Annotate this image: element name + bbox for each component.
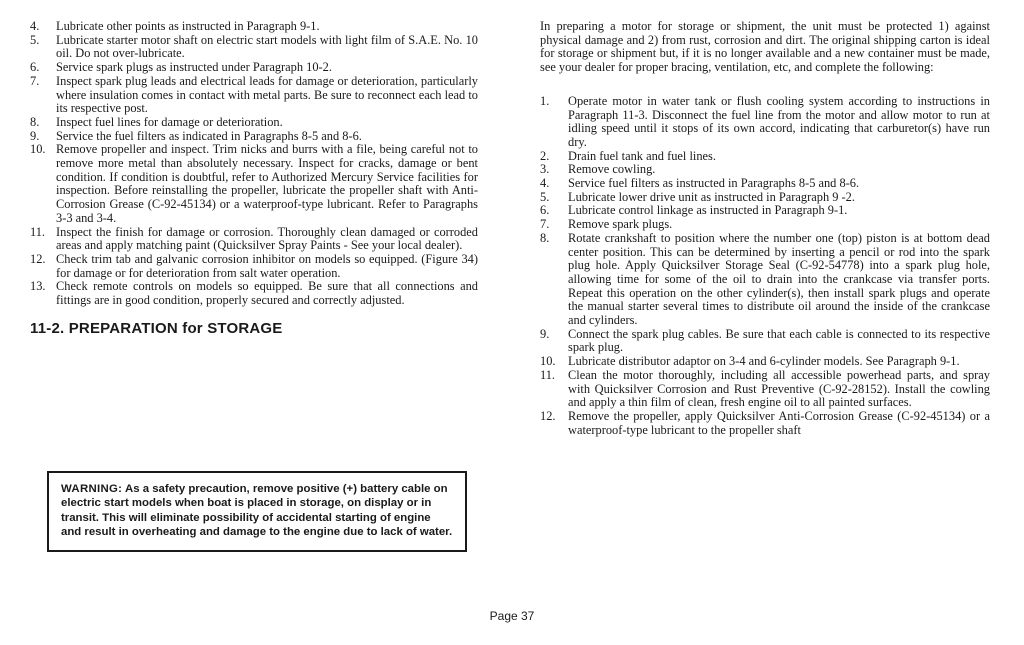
- list-item: [30, 143, 478, 225]
- list-item: [30, 34, 478, 61]
- list-item: [540, 150, 990, 164]
- list-item-text: Lubricate distributor adaptor on 3-4 and 6-cylinder models. See Paragraph 9-1.: [568, 354, 960, 369]
- page-number: Page 37: [489, 609, 535, 623]
- list-item-text: Remove propeller and inspect. Trim nicks and burrs with a file, being careful not to remove more metal than absolutely necessary. Inspect for cracks, damage or bent condition. If condition is doubtful, refer to Authorized Mercury Service facilities for inspection. Before reinstalling the propeller, lubricate the propeller shaft with Anti-Corrosion Grease (C-92-45134) or a waterproof-type lubricant. Refer to Paragraphs 3-3 and 3-4.: [56, 142, 478, 225]
- list-item: [30, 226, 478, 253]
- left-column: [30, 20, 478, 349]
- list-item-number: 7.: [540, 217, 550, 232]
- list-item-text: Lubricate lower drive unit as instructed in Paragraph 9 -2.: [568, 189, 855, 204]
- section-heading: 11-2. PREPARATION for STORAGE: [30, 319, 283, 337]
- list-item-number: 4.: [540, 176, 550, 191]
- list-item: [540, 204, 990, 218]
- warning-box: [47, 471, 467, 552]
- list-item-number: 7.: [30, 73, 40, 88]
- list-item: [540, 177, 990, 191]
- list-item: [30, 130, 478, 144]
- list-item: [540, 191, 990, 205]
- list-item-text: Inspect fuel lines for damage or deterioration.: [56, 114, 283, 129]
- list-item-number: 8.: [540, 230, 550, 245]
- list-item-number: 2.: [540, 148, 550, 163]
- list-item: [540, 328, 990, 355]
- list-item-text: Clean the motor thoroughly, including all accessible powerhead parts, and spray with Quicksilver Corrosion and Rust Preventive (C-92-28152). Install the cowling and apply a thin film of clean, fresh engine oil to all painted surfaces.: [568, 367, 990, 410]
- list-item-number: 9.: [540, 326, 550, 341]
- list-item: [540, 232, 990, 328]
- list-item-text: Check remote controls on models so equipped. Be sure that all connections and fittings are in good condition, properly secured and correctly adjusted.: [56, 279, 478, 308]
- storage-steps-list: [540, 95, 990, 438]
- list-item-number: 6.: [30, 60, 40, 75]
- list-item-text: Remove the propeller, apply Quicksilver Anti-Corrosion Grease (C-92-45134) or a waterproof-type lubricant to the propeller shaft: [568, 408, 990, 437]
- list-item: [540, 163, 990, 177]
- list-item-number: 10.: [540, 354, 556, 369]
- list-item-number: 6.: [540, 203, 550, 218]
- list-item-text: Lubricate starter motor shaft on electric start models with light film of S.A.E. No. 10 oil. Do not over-lubricate.: [56, 32, 478, 61]
- list-item-number: 5.: [540, 189, 550, 204]
- list-item: [540, 218, 990, 232]
- list-item: [540, 410, 990, 437]
- list-item-text: Inspect the finish for damage or corrosion. Thoroughly clean damaged or corroded areas and apply matching paint (Quicksilver Spray Paints - See your local dealer).: [56, 224, 478, 253]
- list-item-text: Operate motor in water tank or flush cooling system according to instructions in Paragraph 11-3. Disconnect the fuel line from the motor and allow motor to run at idling speed until it stops of its own accord, indicating that carburetor(s) have run dry.: [568, 93, 990, 149]
- list-item-text: Lubricate control linkage as instructed in Paragraph 9-1.: [568, 203, 848, 218]
- list-item: [30, 253, 478, 280]
- list-item-text: Service spark plugs as instructed under Paragraph 10-2.: [56, 60, 332, 75]
- list-item: [30, 116, 478, 130]
- list-item-number: 13.: [30, 279, 46, 294]
- list-item-number: 11.: [30, 224, 46, 239]
- list-item-number: 8.: [30, 114, 40, 129]
- list-item-number: 9.: [30, 128, 40, 143]
- list-item-text: Lubricate other points as instructed in Paragraph 9-1.: [56, 19, 320, 33]
- list-item-text: Remove spark plugs.: [568, 217, 673, 232]
- list-item-text: Drain fuel tank and fuel lines.: [568, 148, 716, 163]
- right-column: [540, 20, 990, 437]
- list-item-number: 4.: [30, 19, 40, 33]
- list-item-number: 12.: [540, 408, 556, 423]
- list-item-text: Connect the spark plug cables. Be sure that each cable is connected to its respective spark plug.: [568, 326, 990, 355]
- warning-text: As a safety precaution, remove positive (+) battery cable on electric start models when boat is placed in storage, on display or in transit. This will eliminate possibility of accidental starting of engine and result in overheating and damage to the engine due to lack of water.: [61, 483, 453, 539]
- warning-label: WARNING:: [61, 483, 123, 495]
- list-item: [30, 61, 478, 75]
- list-item-number: 5.: [30, 32, 40, 47]
- list-item-text: Service the fuel filters as indicated in Paragraphs 8-5 and 8-6.: [56, 128, 362, 143]
- list-item-number: 1.: [540, 93, 550, 108]
- list-item-text: Remove cowling.: [568, 162, 656, 177]
- list-item: [540, 369, 990, 410]
- list-item: [540, 355, 990, 369]
- list-item-number: 11.: [540, 367, 556, 382]
- list-item-text: Check trim tab and galvanic corrosion inhibitor on models so equipped. (Figure 34) for damage or for deterioration from salt water operation.: [56, 251, 478, 280]
- list-item-text: Rotate crankshaft to position where the number one (top) piston is at bottom dead center position. This can be determined by inserting a pencil or rod into the spark plug hole. Apply Quicksilver Storage Seal (C-92-54778) into a spark plug hole, allowing time for some of the oil to drain into the crankcase via transfer ports. Repeat this operation on the other cylinder(s), then install spark plugs and operate the manual starter several times to distribute oil around the inside of the crankcase and cylinders.: [568, 230, 990, 328]
- list-item: [540, 95, 990, 150]
- list-item-text: Inspect spark plug leads and electrical leads for damage or deterioration, particularly where insulation comes in contact with metal parts. Be sure to reconnect each lead to its respective post.: [56, 73, 478, 116]
- storage-intro-paragraph: In preparing a motor for storage or shipment, the unit must be protected 1) against physical damage and 2) from rust, corrosion and dirt. The original shipping carton is ideal for storage or shipment but, if it is no longer available and a new container must be made, see your dealer for proper bracing, ventilation, etc, and complete the following:: [540, 19, 990, 75]
- list-item: [30, 20, 478, 34]
- list-item-number: 10.: [30, 142, 46, 157]
- list-item-number: 12.: [30, 251, 46, 266]
- list-item: [30, 75, 478, 116]
- list-item: [30, 280, 478, 307]
- list-item-number: 3.: [540, 162, 550, 177]
- list-item-text: Service fuel filters as instructed in Paragraphs 8-5 and 8-6.: [568, 176, 860, 191]
- maintenance-steps-list: [30, 20, 478, 308]
